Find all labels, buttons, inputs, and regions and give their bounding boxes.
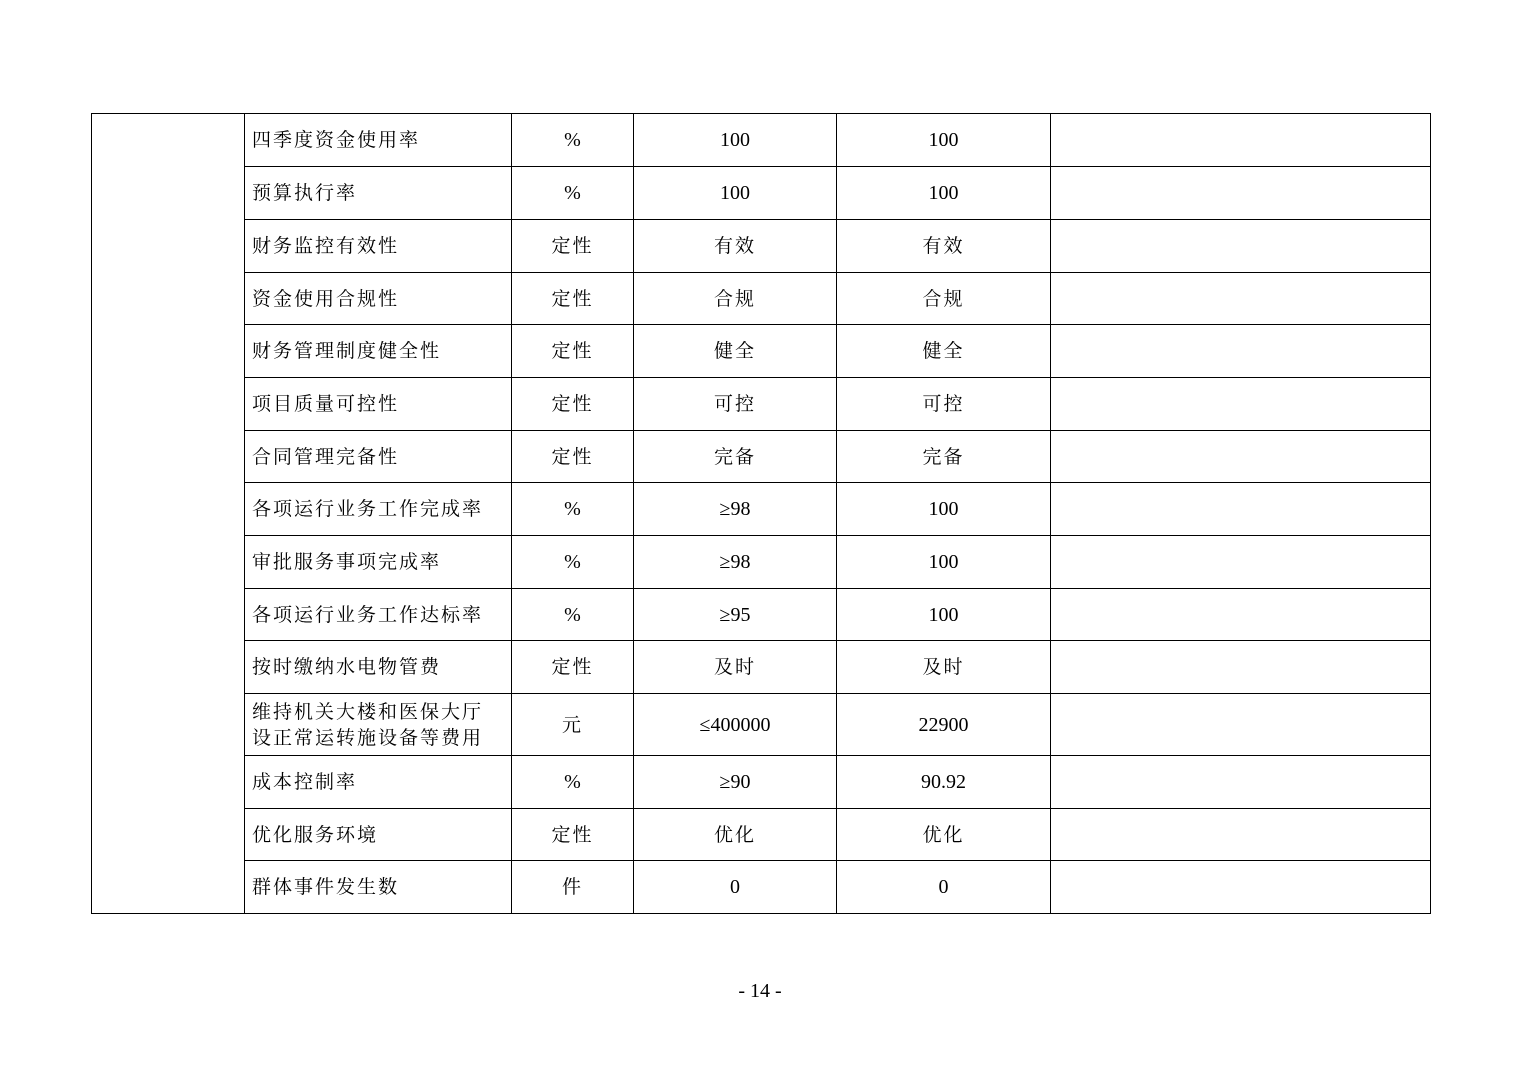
indicator-unit: % [512,589,634,641]
indicator-actual: 100 [837,589,1051,641]
indicator-actual: 合规 [837,273,1051,325]
indicator-unit: % [512,536,634,589]
indicator-name: 群体事件发生数 [245,861,512,914]
table-row [92,483,1431,536]
indicator-unit: % [512,756,634,809]
table-row [92,431,1431,483]
indicator-target: 0 [634,861,837,914]
table-row [92,273,1431,325]
indicator-actual: 100 [837,114,1051,167]
remark-cell [1051,167,1431,220]
table-row [92,861,1431,914]
remark-cell [1051,641,1431,694]
indicator-actual: 100 [837,167,1051,220]
indicator-actual: 100 [837,536,1051,589]
indicator-actual: 100 [837,483,1051,536]
indicator-unit: % [512,114,634,167]
indicator-target: ≥90 [634,756,837,809]
indicator-target: 完备 [634,431,837,483]
indicator-name: 审批服务事项完成率 [245,536,512,589]
table-row [92,756,1431,809]
indicator-name-line: 维持机关大楼和医保大厅 [252,700,484,723]
indicator-target: 合规 [634,273,837,325]
table-row [92,641,1431,694]
indicator-name: 财务管理制度健全性 [245,325,512,378]
indicator-name: 优化服务环境 [245,809,512,861]
indicator-name [245,694,512,756]
table-row [92,114,1431,167]
remark-cell [1051,325,1431,378]
indicator-name: 资金使用合规性 [245,273,512,325]
indicator-target: 100 [634,167,837,220]
indicator-unit: 定性 [512,809,634,861]
indicator-actual: 0 [837,861,1051,914]
table-row [92,536,1431,589]
indicator-name: 项目质量可控性 [245,378,512,431]
table-row [92,589,1431,641]
indicator-name: 四季度资金使用率 [245,114,512,167]
indicator-actual: 完备 [837,431,1051,483]
indicator-unit: 定性 [512,378,634,431]
remark-cell [1051,589,1431,641]
remark-cell [1051,861,1431,914]
indicator-unit: 件 [512,861,634,914]
remark-cell [1051,694,1431,756]
table-row [92,220,1431,273]
indicator-actual: 及时 [837,641,1051,694]
indicator-unit: 元 [512,694,634,756]
indicator-unit: 定性 [512,273,634,325]
indicator-actual: 可控 [837,378,1051,431]
indicator-actual: 优化 [837,809,1051,861]
table-row [92,809,1431,861]
indicator-unit: 定性 [512,431,634,483]
indicator-unit: % [512,483,634,536]
remark-cell [1051,378,1431,431]
indicator-name: 成本控制率 [245,756,512,809]
indicator-name: 合同管理完备性 [245,431,512,483]
indicator-target: 100 [634,114,837,167]
indicator-name-line: 设正常运转施设备等费用 [252,726,484,749]
indicator-unit: 定性 [512,220,634,273]
indicator-target: 优化 [634,809,837,861]
indicator-unit: 定性 [512,325,634,378]
indicator-target: 可控 [634,378,837,431]
indicator-target: ≥98 [634,536,837,589]
indicator-name: 各项运行业务工作完成率 [245,483,512,536]
indicator-name: 预算执行率 [245,167,512,220]
remark-cell [1051,536,1431,589]
performance-indicator-table [91,113,1431,914]
remark-cell [1051,431,1431,483]
remark-cell [1051,756,1431,809]
table-row [92,694,1431,756]
remark-cell [1051,220,1431,273]
table-row [92,325,1431,378]
indicator-target: 健全 [634,325,837,378]
remark-cell [1051,273,1431,325]
remark-cell [1051,483,1431,536]
page-number: - 14 - [738,980,782,1002]
indicator-target: ≤400000 [634,694,837,756]
table-row [92,378,1431,431]
table-row [92,167,1431,220]
indicator-actual: 22900 [837,694,1051,756]
indicator-target: ≥98 [634,483,837,536]
indicator-target: 有效 [634,220,837,273]
indicator-actual: 健全 [837,325,1051,378]
indicator-name: 财务监控有效性 [245,220,512,273]
remark-cell [1051,114,1431,167]
indicator-unit: 定性 [512,641,634,694]
indicator-target: ≥95 [634,589,837,641]
indicator-target: 及时 [634,641,837,694]
indicator-name: 按时缴纳水电物管费 [245,641,512,694]
indicator-actual: 有效 [837,220,1051,273]
indicator-actual: 90.92 [837,756,1051,809]
indicator-unit: % [512,167,634,220]
category-cell [92,114,245,914]
indicator-name: 各项运行业务工作达标率 [245,589,512,641]
remark-cell [1051,809,1431,861]
